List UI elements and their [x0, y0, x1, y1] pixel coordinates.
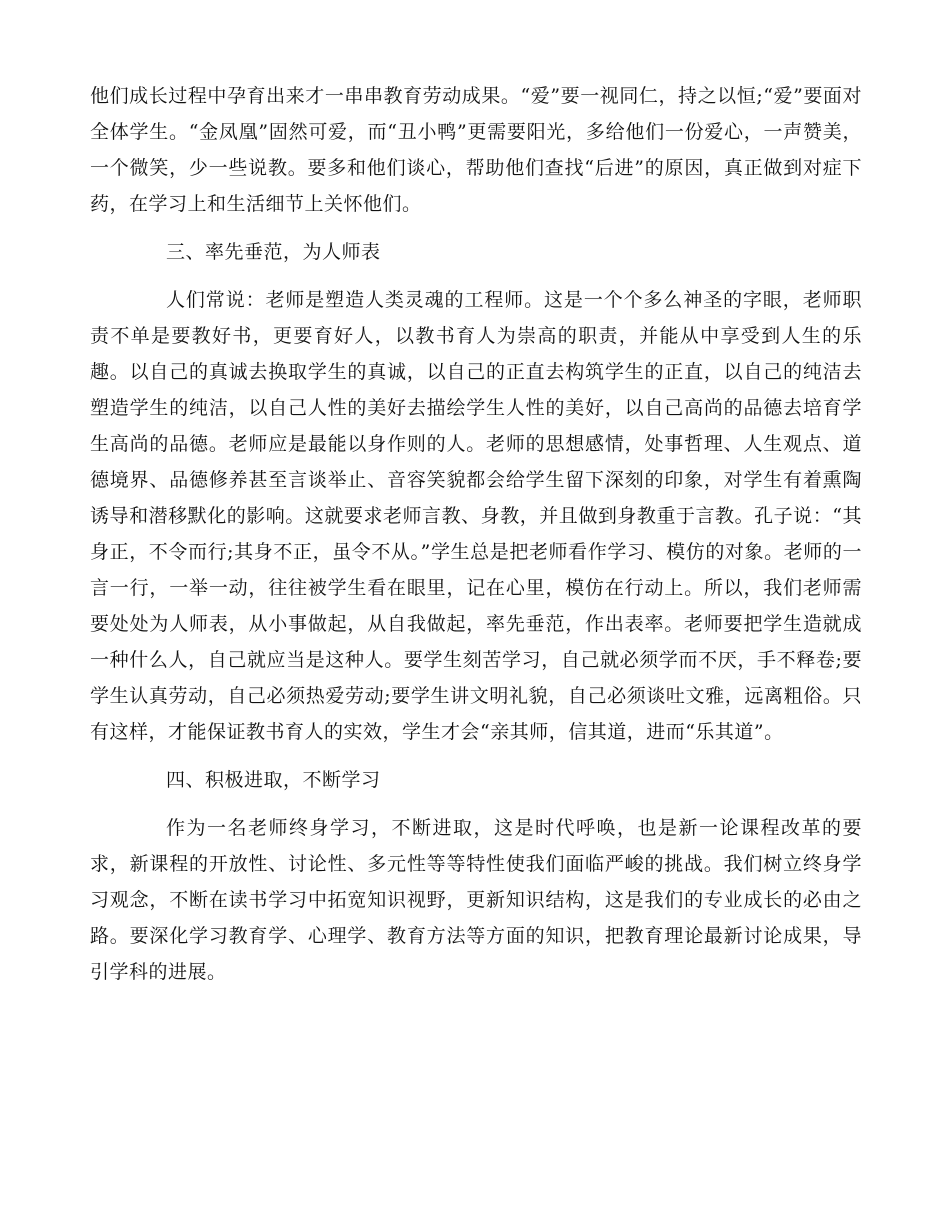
paragraph-section-4: 作为一名老师终身学习，不断进取，这是时代呼唤，也是新一论课程改革的要求，新课程的开放性、讨论性、多元性等等特性使我们面临严峻的挑战。我们树立终身学习观念，不断在读书学习中拓宽知识视野，更新知识结构，这是我们的专业成长的必由之路。要深化学习教育学、心理学、教育方法等方面的知识，把教育理论最新讨论成果，导引学科的进展。 — [90, 817, 862, 983]
section-heading-4: 四、积极进取，不断学习 — [166, 769, 381, 791]
paragraph-section-3: 人们常说：老师是塑造人类灵魂的工程师。这是一个个多么神圣的字眼，老师职责不单是要教好书，更要育好人，以教书育人为崇高的职责，并能从中享受到人生的乐趣。以自己的真诚去换取学生的真诚，以自己的正直去构筑学生的正直，以自己的纯洁去塑造学生的纯洁，以自己人性的美好去描绘学生人性的美好，以自己高尚的品德去培育学生高尚的品德。老师应是最能以身作则的人。老师的思想感情，处事哲理、人生观点、道德境界、品德修养甚至言谈举止、音容笑貌都会给学生留下深刻的印象，对学生有着熏陶诱导和潜移默化的影响。这就要求老师言教、身教，并且做到身教重于言教。孔子说：“其身正，不令而行;其身不正，虽令不从。”学生总是把老师看作学习、模仿的对象。老师的一言一行，一举一动，往往被学生看在眼里，记在心里，模仿在行动上。所以，我们老师需要处处为人师表，从小事做起，从自我做起，率先垂范，作出表率。老师要把学生造就成一种什么人，自己就应当是这种人。要学生刻苦学习，自己就必须学而不厌，手不释卷;要学生认真劳动，自己必须热爱劳动;要学生讲文明礼貌，自己必须谈吐文雅，远离粗俗。只有这样，才能保证教书育人的实效，学生才会“亲其师，信其道，进而“乐其道”。 — [90, 289, 862, 743]
document-page — [90, 78, 862, 1002]
section-heading-3: 三、率先垂范，为人师表 — [166, 241, 381, 263]
paragraph-continuation: 他们成长过程中孕育出来才一串串教育劳动成果。“爱”要一视同仁，持之以恒;“爱”要面对全体学生。“金凤凰”固然可爱，而“丑小鸭”更需要阳光，多给他们一份爱心，一声赞美，一个微笑，少一些说教。要多和他们谈心，帮助他们查找“后进”的原因，真正做到对症下药，在学习上和生活细节上关怀他们。 — [90, 85, 862, 215]
